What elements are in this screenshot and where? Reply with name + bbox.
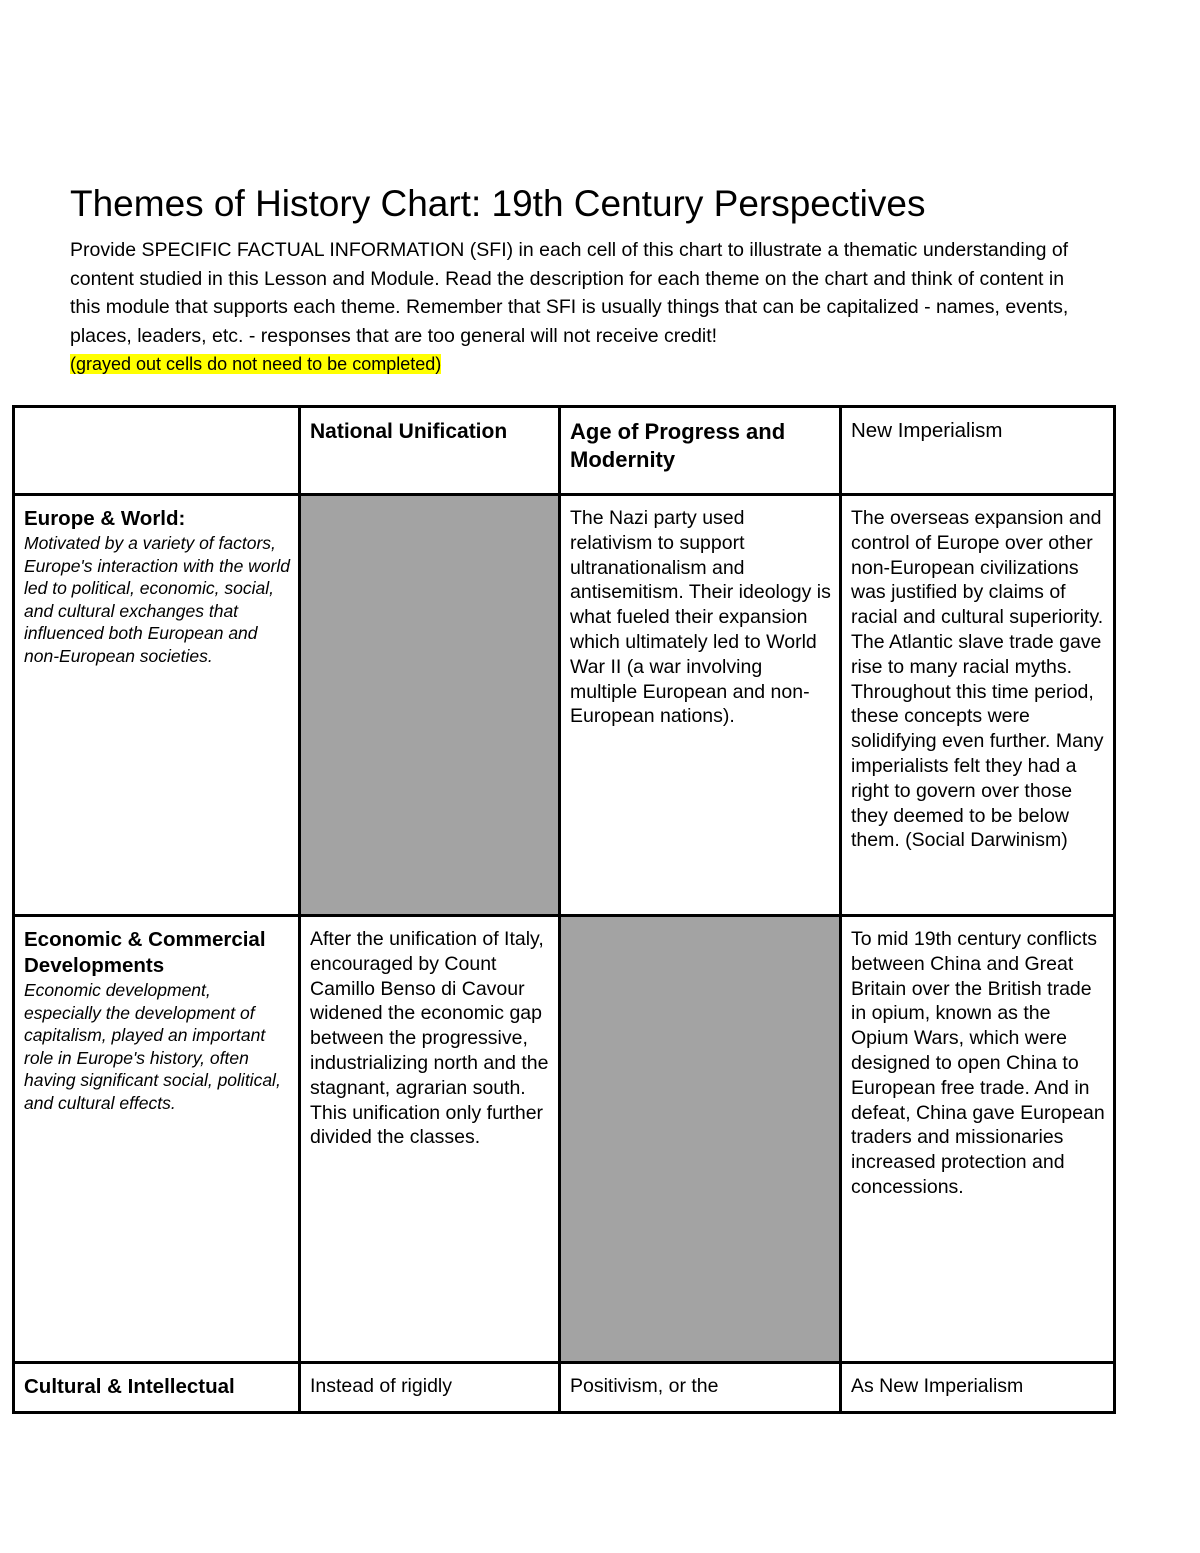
instructions-text: Provide SPECIFIC FACTUAL INFORMATION (SFI) in each cell of this chart to illustrate a thematic understanding of content studied in this Lesson and Module. Read the description for each theme on the chart and think of content in this module that supports each theme. Remember that SFI is usually things that can be capitalized - names, events, places, leaders, etc. - responses that are too general will not receive credit! <box>70 239 1069 347</box>
table-row-economic-commercial <box>14 916 1115 1363</box>
response-cell[interactable] <box>560 495 841 916</box>
themes-table <box>12 405 1116 1414</box>
instructions-block <box>70 236 1070 379</box>
response-text: Instead of rigidly <box>310 1375 452 1397</box>
theme-cell-cultural-intellectual <box>14 1363 300 1413</box>
response-cell[interactable] <box>300 1363 560 1413</box>
column-header-new-imperialism <box>841 407 1115 495</box>
grayed-cell <box>300 495 560 916</box>
theme-name: Cultural & Intellectual <box>24 1375 235 1398</box>
theme-description: Economic development, especially the development of capitalism, played an important role in Europe's history, often having significant social, political, and cultural effects. <box>24 980 281 1113</box>
page-title: Themes of History Chart: 19th Century Perspectives <box>70 183 926 224</box>
response-cell[interactable] <box>841 916 1115 1363</box>
theme-name: Europe & World: <box>24 507 186 530</box>
table-row-europe-world <box>14 495 1115 916</box>
column-header-label: New Imperialism <box>851 419 1003 442</box>
response-cell[interactable] <box>560 1363 841 1413</box>
column-header-national-unification <box>300 407 560 495</box>
corner-cell <box>14 407 300 495</box>
theme-name: Economic & Commercial Developments <box>24 928 266 977</box>
response-text: To mid 19th century conflicts between China and Great Britain over the British trade in opium, known as the Opium Wars, which were designed to open China to European free trade. And in defeat, China gave European traders and missionaries increased protection and concessions. <box>851 928 1105 1198</box>
column-header-label: National Unification <box>310 420 508 443</box>
column-header-age-of-progress <box>560 407 841 495</box>
theme-description: Motivated by a variety of factors, Europe's interaction with the world led to political, economic, social, and cultural exchanges that influenced both European and non-European societies. <box>24 533 290 666</box>
response-cell[interactable] <box>841 495 1115 916</box>
response-cell[interactable] <box>841 1363 1115 1413</box>
grayed-cells-note: (grayed out cells do not need to be completed) <box>70 354 442 375</box>
column-header-label: Age of Progress and Modernity <box>570 419 786 472</box>
table-row-cultural-intellectual <box>14 1363 1115 1413</box>
response-text: As New Imperialism <box>851 1375 1024 1397</box>
theme-cell-economic-commercial <box>14 916 300 1363</box>
table-header-row <box>14 407 1115 495</box>
response-text: After the unification of Italy, encouraged by Count Camillo Benso di Cavour widened the economic gap between the progressive, industrializing north and the stagnant, agrarian south. This unification only further divided the classes. <box>310 928 549 1149</box>
grayed-cell <box>560 916 841 1363</box>
response-text: Positivism, or the <box>570 1375 719 1397</box>
response-cell[interactable] <box>300 916 560 1363</box>
response-text: The overseas expansion and control of Europe over other non-European civilizations was justified by claims of racial and cultural superiority. The Atlantic slave trade gave rise to many racial myths. Throughout this time period, these concepts were solidifying even further. Many imperialists felt they had a right to govern over those they deemed to be below them. (Social Darwinism) <box>851 507 1104 852</box>
theme-cell-europe-world <box>14 495 300 916</box>
response-text: The Nazi party used relativism to support ultranationalism and antisemitism. Their ideology is what fueled their expansion which ultimately led to World War II (a war involving multiple European and non-European nations). <box>570 507 831 728</box>
